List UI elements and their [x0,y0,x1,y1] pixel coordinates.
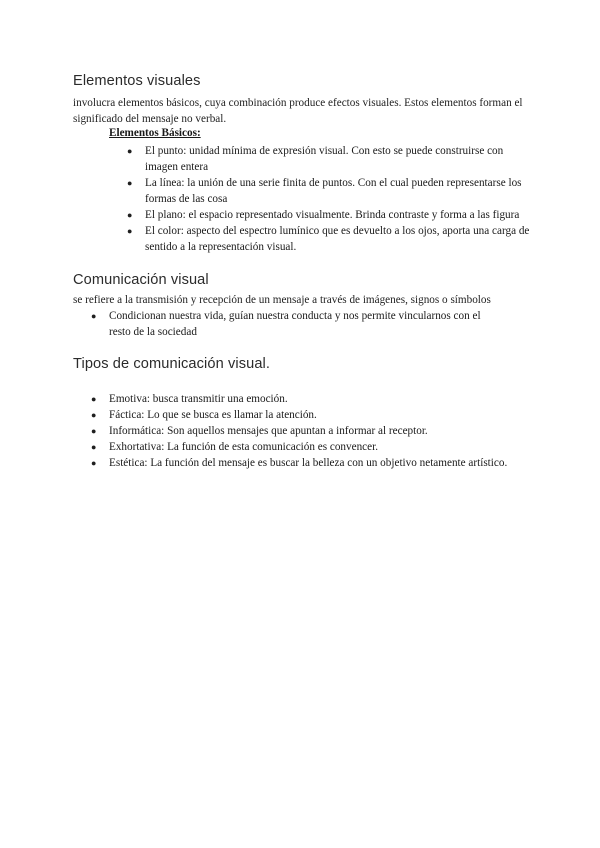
bullet-icon: ● [91,442,97,452]
bullet-icon: ● [91,394,97,404]
list-item-text: El plano: el espacio representado visualmente. Brinda contraste y forma a las figura [145,209,520,221]
bullet-icon: ● [127,226,133,236]
heading-comunicacion-visual: Comunicación visual [73,272,209,288]
heading-tipos-comunicacion: Tipos de comunicación visual. [73,356,271,372]
bullet-icon: ● [127,178,133,188]
list-item-text: La línea: la unión de una serie finita de puntos. Con el cual pueden representarse los formas de las cosa [145,177,522,205]
bullet-icon: ● [91,458,97,468]
list-item [127,223,530,255]
list-comunicacion-visual [91,308,494,340]
subheading-elementos-basicos: Elementos Básicos: [109,127,201,139]
list-item-text: El punto: unidad mínima de expresión visual. Con esto se puede construirse con imagen entera [145,145,504,173]
list-item [91,455,509,471]
list-item-text: Condicionan nuestra vida, guían nuestra conducta y nos permite vincularnos con el resto de la sociedad [109,310,481,338]
intro-comunicacion-visual: se refiere a la transmisión y recepción de un mensaje a través de imágenes, signos o símbolos [73,294,491,306]
list-item-text: El color: aspecto del espectro lumínico que es devuelto a los ojos, aporta una carga de sentido a la representación visual. [145,225,530,253]
heading-elementos-visuales: Elementos visuales [73,73,201,89]
list-item-text: Exhortativa: La función de esta comunicación es convencer. [109,441,379,453]
list-item [91,391,509,407]
bullet-icon: ● [91,410,97,420]
list-tipos-comunicacion [91,391,509,471]
bullet-icon: ● [127,146,133,156]
list-item [91,439,509,455]
list-item [127,175,530,207]
list-item [91,308,494,340]
list-item-text: Fáctica: Lo que se busca es llamar la atención. [109,409,317,421]
list-item [127,143,530,175]
bullet-icon: ● [91,311,97,321]
list-item-text: Estética: La función del mensaje es buscar la belleza con un objetivo netamente artístico. [109,457,508,469]
intro-elementos-visuales: involucra elementos básicos, cuya combinación produce efectos visuales. Estos elementos forman el significado del mensaje no verbal. [73,97,523,125]
list-item-text: Emotiva: busca transmitir una emoción. [109,393,288,405]
list-elementos-basicos [127,143,530,255]
list-item [91,423,509,439]
list-item [127,207,530,223]
list-item [91,407,509,423]
bullet-icon: ● [91,426,97,436]
bullet-icon: ● [127,210,133,220]
list-item-text: Informática: Son aquellos mensajes que apuntan a informar al receptor. [109,425,428,437]
